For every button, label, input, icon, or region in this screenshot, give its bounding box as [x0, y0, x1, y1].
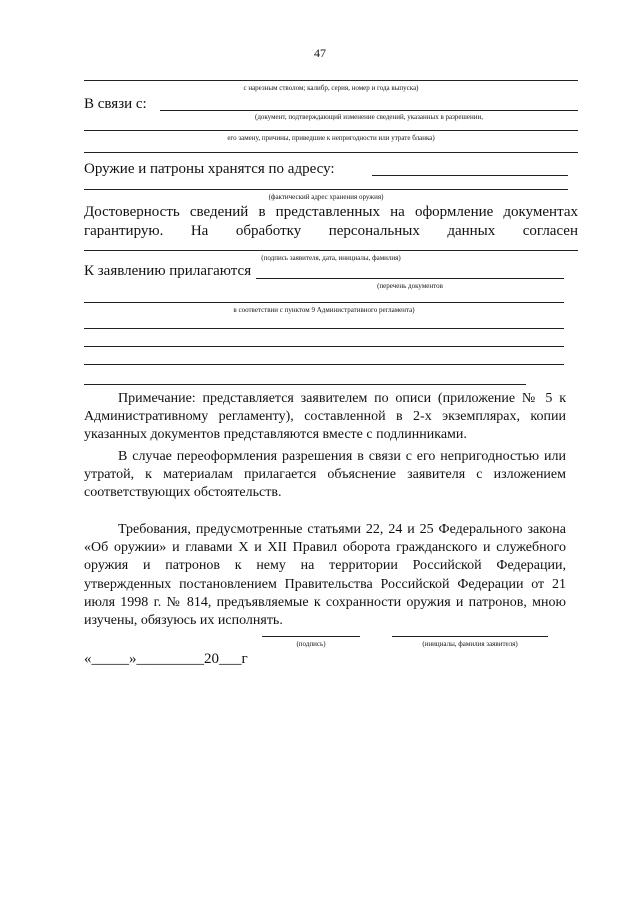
reliability-line-2: гарантирую. На обработку персональных данных согласен — [84, 223, 578, 239]
caption-weapon: с нарезным стволом; калибр, серия, номер и года выпуска) — [243, 84, 419, 92]
storage-line-2[interactable] — [84, 189, 568, 190]
caption-signature: (подпись) — [296, 640, 326, 648]
change-line-2[interactable] — [84, 130, 578, 131]
date-line[interactable]: «_____»_________20___г — [84, 651, 248, 667]
change-line-3[interactable] — [84, 152, 578, 153]
attachments-line-2[interactable] — [84, 302, 564, 303]
caption-initials: (инициалы, фамилия заявителя) — [422, 640, 518, 648]
attachments-field[interactable] — [256, 278, 564, 279]
in-connection-field[interactable] — [160, 110, 578, 111]
caption-replacement-reason: его замену, причины, приведшие к непригодности или утрате бланка) — [227, 134, 435, 142]
signature-line[interactable] — [262, 636, 360, 637]
caption-admin-reg: в соответствии с пунктом 9 Административного регламента) — [233, 306, 415, 314]
attachments-line-3[interactable] — [84, 328, 564, 329]
attachments-line-6[interactable] — [84, 384, 526, 385]
storage-label: Оружие и патроны хранятся по адресу: — [84, 161, 335, 177]
signature-consent-line[interactable] — [84, 250, 578, 251]
caption-signature-info: (подпись заявителя, дата, инициалы, фамилия) — [261, 254, 401, 262]
caption-document-change: (документ, подтверждающий изменение сведений, указанных в разрешении, — [254, 113, 483, 121]
in-connection-label: В связи с: — [84, 96, 147, 112]
reliability-line-1: Достоверность сведений в представленных на оформление документах — [84, 204, 578, 220]
initials-line[interactable] — [392, 636, 548, 637]
attachments-line-4[interactable] — [84, 346, 564, 347]
note-paragraph: Примечание: представляется заявителем по описи (приложение № 5 к Административному регламенту), составленной в 2-х экземплярах, копии указанных документов представляются вместе с подлинниками. — [84, 391, 566, 443]
weapon-line[interactable] — [84, 80, 578, 81]
requirements-paragraph: Требования, предусмотренные статьями 22, 24 и 25 Федерального закона «Об оружии» и главами X и XII Правил оборота гражданского и служебного оружия и патронов к нему на территории Российской Федерации, утвержденных постановлением Правительства Российской Федерации от 21 июля 1998 г. № 814, предъявляемые к сохранности оружия и патронов, мною изучены, обязуюсь их исполнять. — [84, 522, 566, 629]
reissue-paragraph: В случае переоформления разрешения в связи с его непригодностью или утратой, к материалам прилагается объяснение заявителя с изложением соответствующих обстоятельств. — [84, 449, 566, 501]
attachments-label: К заявлению прилагаются — [84, 263, 252, 279]
caption-doc-list: (перечень документов — [377, 282, 443, 290]
storage-field[interactable] — [372, 175, 568, 176]
page-number: 47 — [314, 46, 326, 60]
attachments-line-5[interactable] — [84, 364, 564, 365]
caption-storage-address: (фактический адрес хранения оружия) — [268, 193, 384, 201]
